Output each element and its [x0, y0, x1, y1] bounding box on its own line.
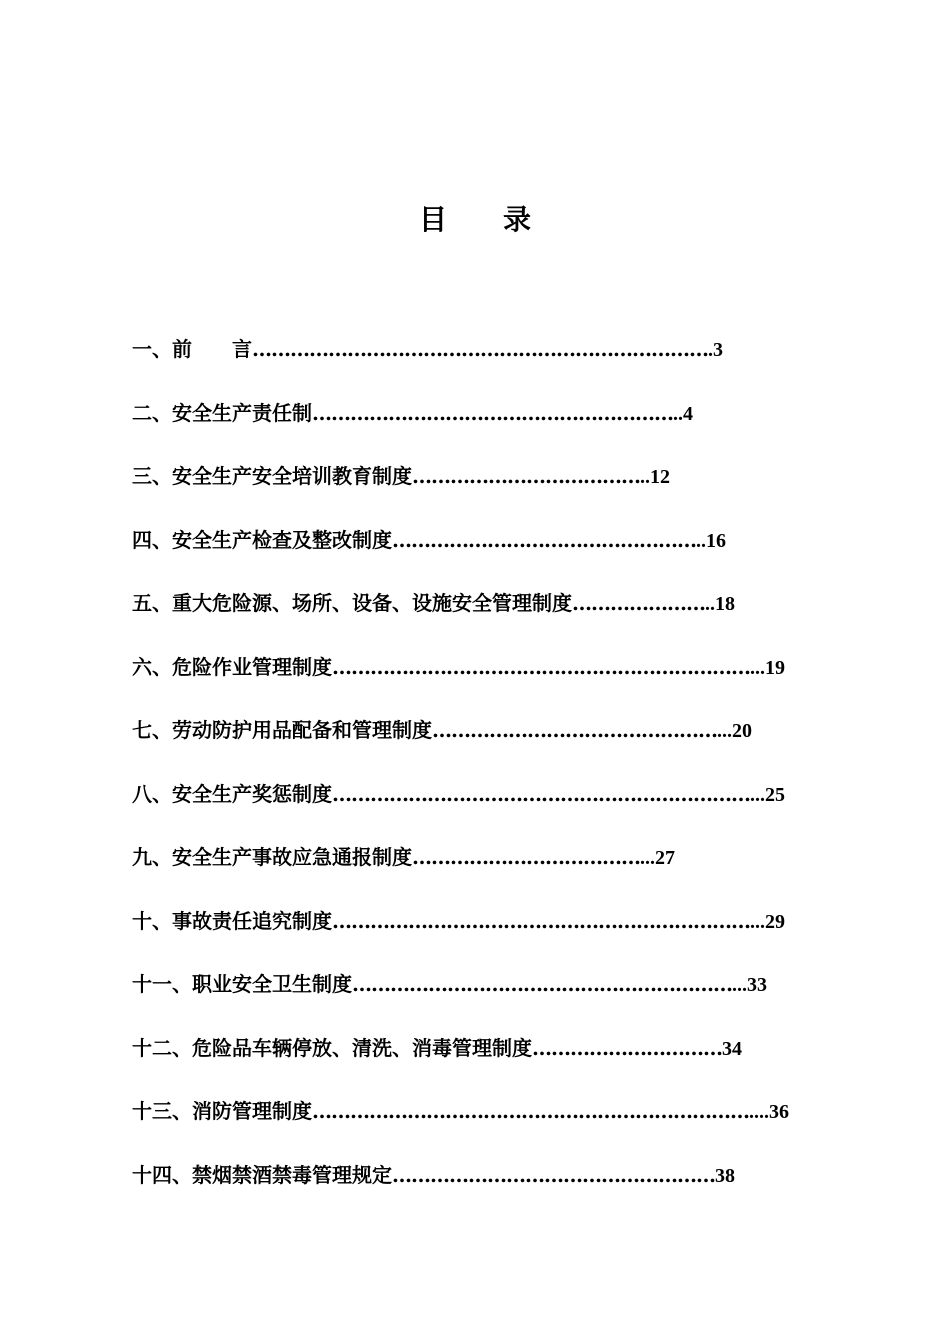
toc-entry-page-number: ..12 [640, 466, 670, 488]
toc-entry-page-number: 38 [715, 1164, 735, 1187]
toc-entry [132, 713, 832, 777]
toc-entry [132, 586, 832, 650]
toc-entry-leader-dots: ……………………………… [412, 845, 640, 869]
toc-entry-page-number: ..16 [696, 529, 726, 552]
toc-entry-label: 十三、消防管理制度 [132, 1099, 312, 1123]
toc-entry [132, 840, 832, 904]
toc-entry-leader-dots: ………………………………………………… [312, 400, 673, 425]
toc-entry-label: 十四、禁烟禁酒禁毒管理规定 [132, 1162, 392, 1187]
toc-entry-label: 四、安全生产检查及整改制度 [132, 527, 392, 552]
toc-entry-label: 二、安全生产责任制 [132, 400, 312, 425]
toc-entry [132, 1031, 832, 1095]
toc-entry [132, 967, 832, 1031]
toc-entry-label: 八、安全生产奖惩制度 [132, 781, 332, 806]
toc-entry-label: 十二、危险品车辆停放、清洗、消毒管理制度 [132, 1035, 532, 1060]
toc-entry-leader-dots: …………………………………………… [392, 1162, 715, 1187]
toc-entry-leader-dots: ………………………………………… [392, 527, 696, 552]
toc-entry-label: 九、安全生产事故应急通报制度 [132, 845, 412, 869]
toc-entry-leader-dots: ……………………………………………………………… [252, 337, 708, 361]
toc-entry-label: 十、事故责任追究制度 [132, 908, 332, 933]
toc-title-char-2: 录 [503, 203, 532, 236]
toc-entry-leader-dots: ………………… [572, 591, 705, 615]
toc-entry [132, 332, 832, 396]
toc-entry-label: 五、重大危险源、场所、设备、设施安全管理制度 [132, 591, 572, 615]
toc-title-char-1: 目 [418, 203, 447, 236]
toc-entry-page-number: ..4 [673, 402, 693, 425]
toc-entry-page-number: .3 [708, 339, 723, 361]
toc-entry-page-number: ...25 [750, 783, 785, 806]
toc-entry-page-number: ...33 [732, 974, 767, 996]
toc-entry-leader-dots: ………………………………………………………… [332, 908, 750, 933]
toc-entry-page-number: ....36 [749, 1101, 789, 1123]
toc-entry [132, 1094, 832, 1158]
toc-entry-leader-dots: …………………………………………………………… [312, 1099, 749, 1123]
toc-entry-label: 十一、职业安全卫生制度 [132, 972, 352, 996]
toc-list [132, 332, 832, 1221]
toc-entry [132, 650, 832, 714]
toc-entry [132, 523, 832, 587]
toc-entry-leader-dots: ………………………… [532, 1035, 722, 1060]
toc-entry-leader-dots: ………………………………………………………… [332, 781, 750, 806]
toc-entry-label: 七、劳动防护用品配备和管理制度 [132, 718, 432, 742]
toc-entry-leader-dots: ………………………………………………………… [332, 654, 750, 679]
toc-entry-page-number: ...19 [750, 656, 785, 679]
toc-entry-label: 一、前 言 [132, 337, 252, 361]
toc-title [0, 200, 950, 240]
toc-entry-page-number: ..18 [705, 593, 735, 615]
toc-entry-page-number: 34 [722, 1037, 742, 1060]
toc-entry [132, 396, 832, 460]
toc-entry-leader-dots: ……………………………………… [432, 718, 717, 742]
toc-entry-page-number: ...29 [750, 910, 785, 933]
toc-entry-leader-dots: ……………………………… [412, 464, 640, 488]
toc-entry [132, 1158, 832, 1222]
toc-entry-page-number: ...27 [640, 847, 675, 869]
toc-entry [132, 777, 832, 841]
toc-entry-page-number: ...20 [717, 720, 752, 742]
toc-entry-label: 三、安全生产安全培训教育制度 [132, 464, 412, 488]
toc-entry [132, 904, 832, 968]
toc-entry-label: 六、危险作业管理制度 [132, 654, 332, 679]
toc-entry-leader-dots: …………………………………………………… [352, 972, 732, 996]
toc-entry [132, 459, 832, 523]
